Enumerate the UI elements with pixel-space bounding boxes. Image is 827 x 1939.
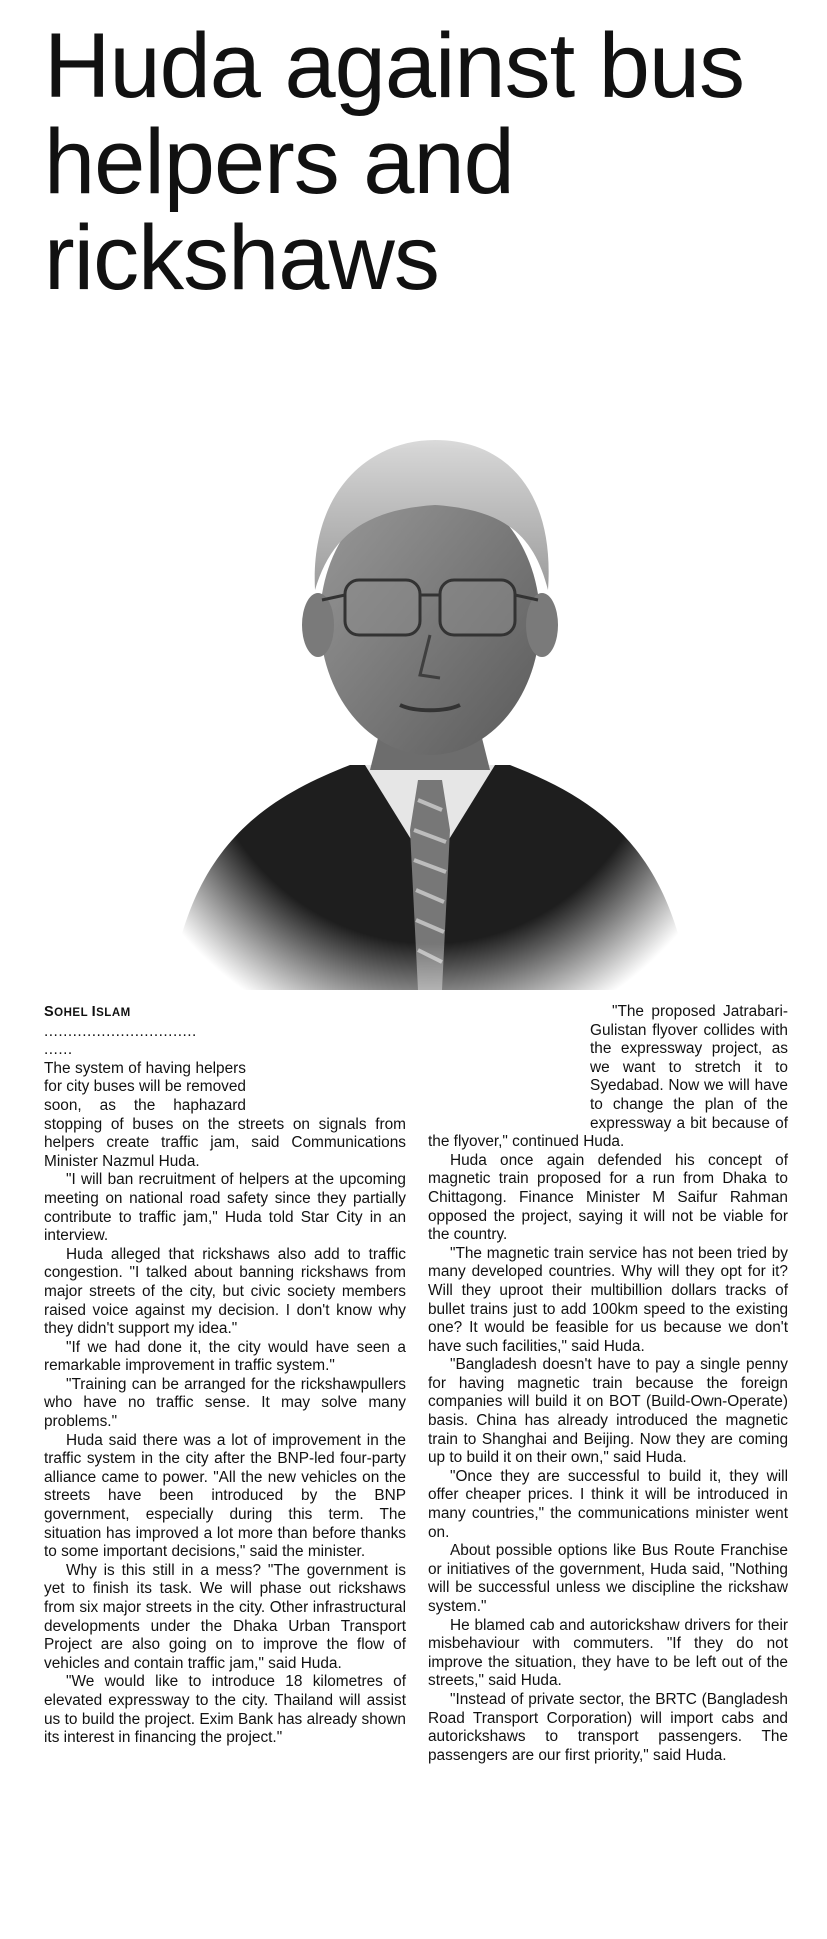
paragraph: "Once they are successful to build it, they will offer cheaper prices. I think it will be introduced in many countries," the communications minister went on.: [428, 1467, 788, 1541]
paragraph: "We would like to introduce 18 kilometres of elevated expressway to the city. Thailand will assist us to build the project. Exim Bank has already shown its interest in financing the project.": [44, 1673, 406, 1747]
paragraph: Huda said there was a lot of improvement in the traffic system in the city after the BNP-led four-party alliance came to power. "All the new vehicles on the streets have been introduced by the BNP government, especially during this term. The situation has improved a lot more than before thanks to some important decisions," said the minister.: [44, 1431, 406, 1561]
paragraph: "If we had done it, the city would have seen a remarkable improvement in traffic system.": [44, 1338, 406, 1375]
paragraph: "The proposed Jatrabari-Gulistan flyover collides with the expressway project, as we want to stretch it to Syedabad. Now we will have to change the plan of the expressway a bit because of the flyover," continued Huda.: [428, 1003, 788, 1151]
dot-leader: ......: [44, 1041, 73, 1059]
left-column: [44, 1003, 406, 1748]
portrait-photo: [150, 430, 710, 1020]
paragraph: "Instead of private sector, the BRTC (Bangladesh Road Transport Corporation) will import cabs and autorickshaws to transport passengers. The passengers are our first priority," said Huda.: [428, 1690, 788, 1764]
right-column: [428, 1003, 788, 1765]
paragraph: Huda once again defended his concept of magnetic train proposed for a run from Dhaka to Chittagong. Finance Minister M Saifur Rahman opposed the project, saying it will not be viable for the country.: [428, 1151, 788, 1244]
paragraph: The system of having helpers for city buses will be removed soon, as the haphazard stopping of buses on the streets on signals from helpers create traffic jam, said Communications Minister Nazmul Huda.: [44, 1059, 406, 1170]
paragraph: "Bangladesh doesn't have to pay a single penny for having magnetic train because the foreign companies will build it on BOT (Build-Own-Operate) basis. China has already introduced the magnetic train to Shanghai and Beijing. Now they are coming up to build it on their own," said Huda.: [428, 1356, 788, 1467]
paragraph: "Training can be arranged for the rickshawpullers who have no traffic sense. It may solve many problems.": [44, 1375, 406, 1431]
paragraph: "The magnetic train service has not been tried by many developed countries. Why will they opt for it? Will they uproot their multibillion dollars tracks of bullet trains just to add 100km speed to the existing one? It would be feasible for us because we don't have such facilities," said Huda.: [428, 1244, 788, 1355]
paragraph: Huda alleged that rickshaws also add to traffic congestion. "I talked about banning rickshaws from major streets of the city, but civic society members raised voice against my decision. I don't know why they didn't support my idea.": [44, 1245, 406, 1338]
paragraph: About possible options like Bus Route Franchise or initiatives of the government, Huda said, "Nothing will be successful unless we discipline the rickshaw system.": [428, 1542, 788, 1615]
headline: Huda against bus helpers and rickshaws: [44, 15, 745, 309]
paragraph: Why is this still in a mess? "The government is yet to finish its task. We will phase out rickshaws from six major streets in the city. Other infrastructural developments under the Dhaka Urban Transport Project are also going on to improve the flow of vehicles and contain traffic jam," said Huda.: [44, 1561, 406, 1672]
paragraph: He blamed cab and autorickshaw drivers for their misbehaviour with commuters. "If they do not improve the situation, they have to be left out of the streets," said Huda.: [428, 1616, 788, 1690]
byline: SOHEL ISLAM: [44, 1004, 131, 1020]
dot-leader: ................................: [44, 1022, 197, 1040]
paragraph: "I will ban recruitment of helpers at the upcoming meeting on national road safety since they partially contribute to traffic jam," Huda told Star City in an interview.: [44, 1171, 406, 1245]
